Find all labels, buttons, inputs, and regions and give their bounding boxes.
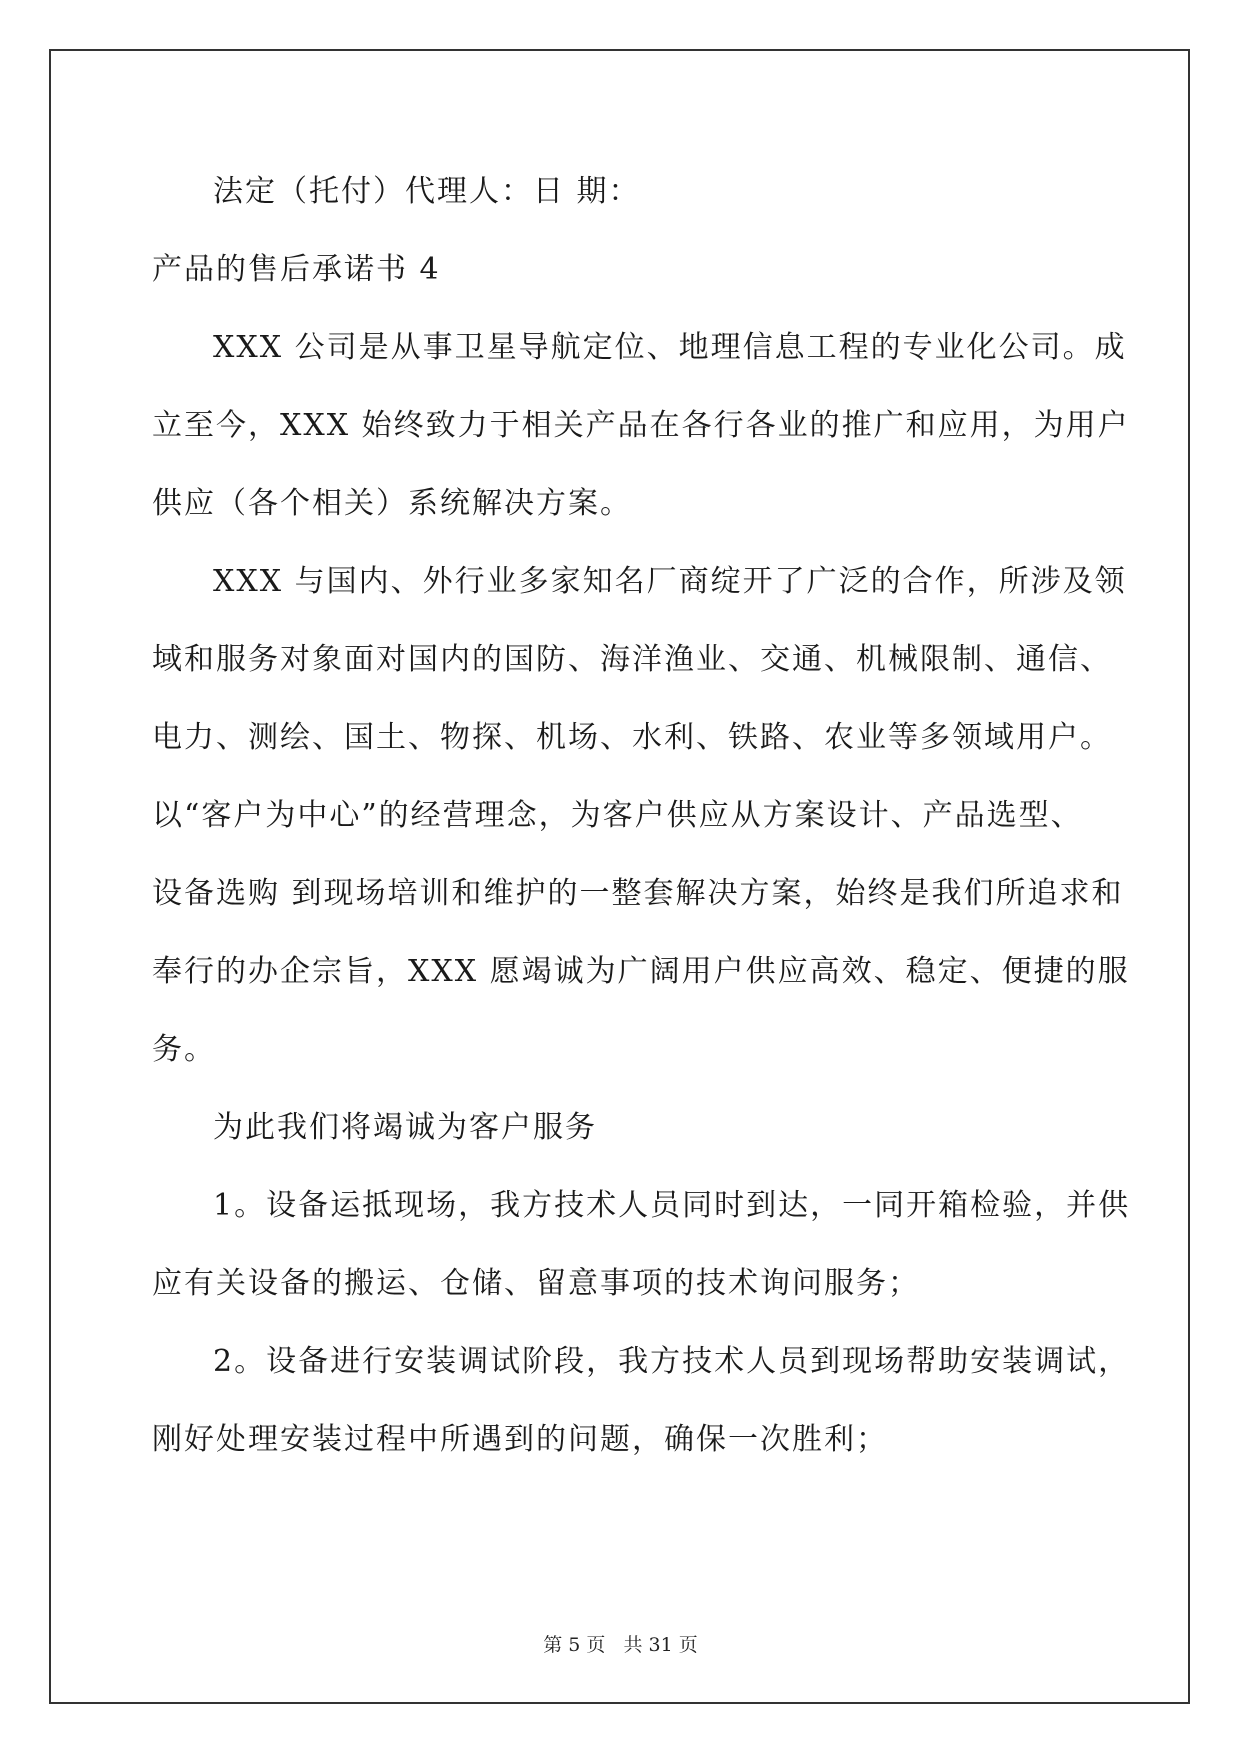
paragraph-line: 奉行的办企宗旨，XXX 愿竭诚为广阔用户供应高效、稳定、便捷的服 — [152, 954, 1130, 989]
paragraph-line: 为此我们将竭诚为客户服务 — [213, 1110, 597, 1145]
page-footer — [0, 1633, 1241, 1657]
paragraph-line: 电力、测绘、国土、物探、机场、水利、铁路、农业等多领域用户。 — [152, 720, 1112, 755]
paragraph-line: 立至今，XXX 始终致力于相关产品在各行各业的推广和应用，为用户 — [152, 408, 1130, 443]
list-item-line: 刚好处理安装过程中所遇到的问题，确保一次胜利； — [152, 1422, 888, 1457]
signature-line: 法定（托付）代理人：日 期： — [213, 174, 641, 209]
paragraph-line: XXX 与国内、外行业多家知名厂商绽开了广泛的合作，所涉及领 — [213, 564, 1127, 599]
list-item-line: 2。设备进行安装调试阶段，我方技术人员到现场帮助安装调试， — [213, 1344, 1131, 1379]
paragraph-line: 设备选购 到现场培训和维护的一整套解决方案，始终是我们所追求和 — [152, 876, 1124, 911]
paragraph-line: 以“客户为中心”的经营理念，为客户供应从方案设计、产品选型、 — [152, 798, 1083, 833]
section-heading: 产品的售后承诺书 4 — [152, 252, 441, 287]
paragraph-line: 供应（各个相关）系统解决方案。 — [152, 486, 632, 521]
page-number: 第 5 页 — [543, 1634, 606, 1656]
page-total: 共 31 页 — [623, 1634, 698, 1656]
paragraph-line: 域和服务对象面对国内的国防、海洋渔业、交通、机械限制、通信、 — [152, 642, 1112, 677]
paragraph-line: XXX 公司是从事卫星导航定位、地理信息工程的专业化公司。成 — [213, 330, 1127, 365]
paragraph-line: 务。 — [152, 1032, 216, 1067]
list-item-line: 1。设备运抵现场，我方技术人员同时到达，一同开箱检验，并供 — [213, 1188, 1131, 1223]
list-item-line: 应有关设备的搬运、仓储、留意事项的技术询问服务； — [152, 1266, 920, 1301]
